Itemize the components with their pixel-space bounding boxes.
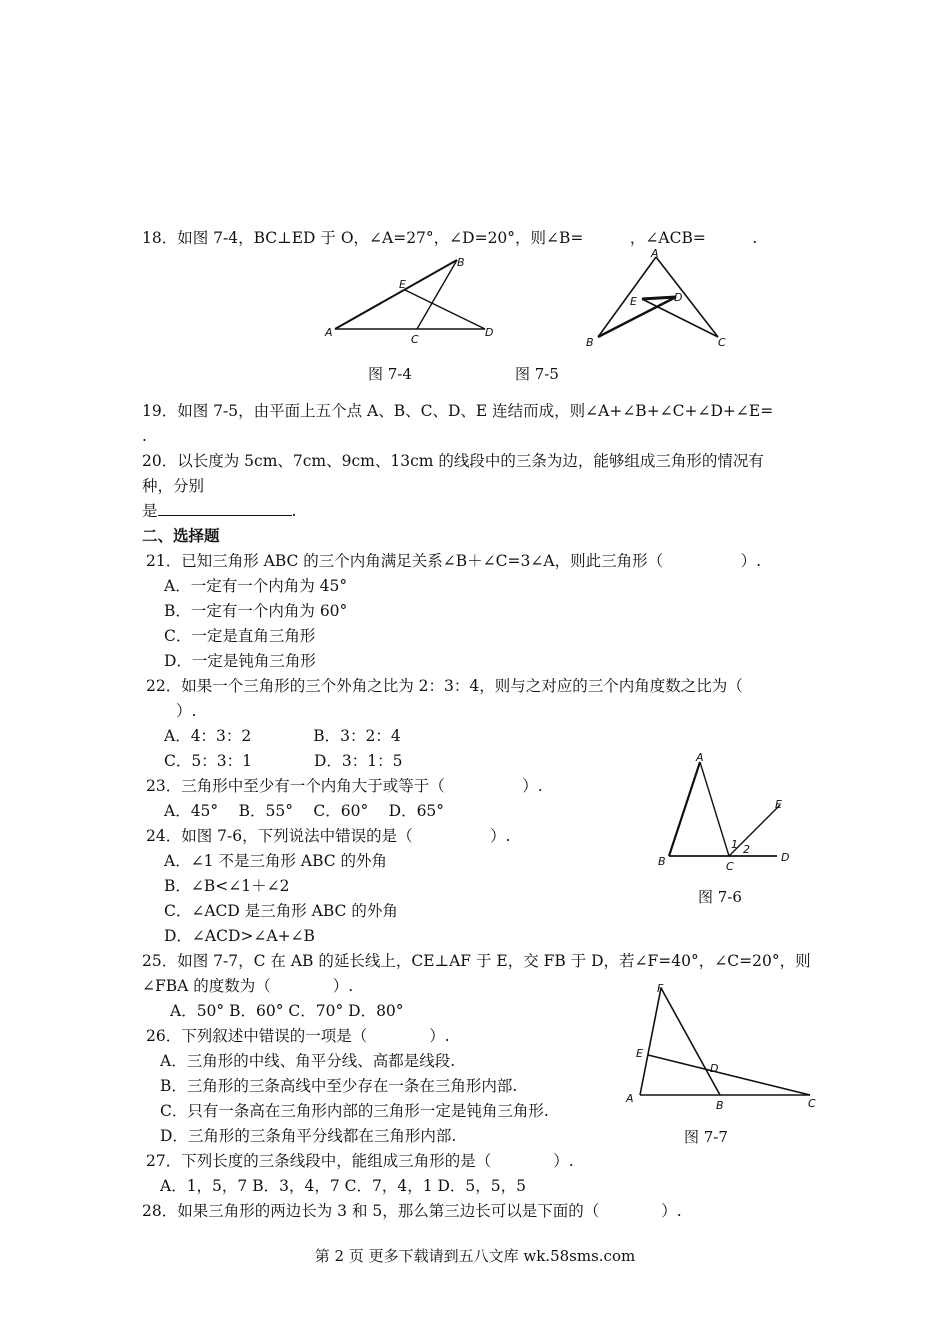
question-26-option-b: B．三角形的三条高线中至少存在一条在三角形内部.: [160, 1077, 518, 1095]
figure-7-5: [580, 245, 740, 355]
question-20-line3: [142, 501, 296, 521]
question-27-options: A．1，5，7 B．3，4，7 C．7，4，1 D．5，5，5: [160, 1177, 526, 1195]
question-22-options-cd: C．5：3：1 D．3：1：5: [164, 752, 403, 770]
question-20-suffix: .: [291, 502, 297, 520]
fig77-label-d: D: [710, 1062, 719, 1075]
question-19: 19．如图 7-5，由平面上五个点 A、B、C、D、E 连结而成，则∠A+∠B+∠C+∠D+∠E=: [142, 402, 774, 420]
fig75-label-a: A: [651, 247, 659, 260]
fig77-label-f: F: [657, 982, 664, 995]
figure-7-6: [655, 748, 805, 878]
figure-7-4-caption: 图 7-4: [368, 365, 412, 383]
fig74-label-e: E: [399, 278, 406, 291]
fig75-label-e: E: [630, 295, 637, 308]
fig77-label-e: E: [636, 1047, 643, 1060]
question-26: 26．下列叙述中错误的一项是（ ）.: [146, 1027, 450, 1045]
page-footer: 第 2 页 更多下载请到五八文库 wk.58sms.com: [314, 1247, 636, 1265]
fig74-label-d: D: [485, 326, 494, 339]
question-24-option-a: A．∠1 不是三角形 ABC 的外角: [164, 852, 388, 870]
question-18: 18．如图 7-4，BC⊥ED 于 O，∠A=27°，∠D=20°，则∠B= ，∠ACB= .: [142, 229, 758, 247]
fig76-label-b: B: [658, 855, 666, 868]
fig77-label-b: B: [716, 1099, 724, 1112]
question-21-option-a: A．一定有一个内角为 45°: [164, 577, 348, 595]
question-20-line2: 种，分别: [142, 477, 205, 495]
question-21-option-c: C．一定是直角三角形: [164, 627, 316, 645]
question-22-options-ab: A．4：3：2 B．3：2：4: [164, 727, 401, 745]
question-24-option-d: D．∠ACD>∠A+∠B: [164, 927, 315, 945]
fig74-label-b: B: [457, 256, 465, 269]
fig76-label-d: D: [781, 851, 790, 864]
question-25-options: A．50° B．60° C．70° D．80°: [170, 1002, 404, 1020]
figure-7-7-caption: 图 7-7: [684, 1128, 728, 1146]
question-20: 20．以长度为 5cm、7cm、9cm、13cm 的线段中的三条为边，能够组成三角形的情况有: [142, 452, 764, 470]
fig77-label-c: C: [808, 1097, 816, 1110]
question-24: 24．如图 7-6，下列说法中错误的是（ ）.: [146, 827, 511, 845]
question-24-option-c: C．∠ACD 是三角形 ABC 的外角: [164, 902, 398, 920]
question-25: 25．如图 7-7，C 在 AB 的延长线上，CE⊥AF 于 E，交 FB 于 D，若∠F=40°，∠C=20°，则: [142, 952, 811, 970]
question-20-prefix: 是: [142, 502, 158, 520]
question-19-end: .: [142, 427, 147, 445]
fig77-label-a: A: [626, 1092, 634, 1105]
question-24-option-b: B．∠B<∠1＋∠2: [164, 877, 290, 895]
section-title: 二、选择题: [142, 526, 220, 545]
fig74-label-c: C: [411, 333, 419, 346]
fig75-label-d: D: [674, 291, 683, 304]
fig76-label-a: A: [696, 751, 704, 764]
figure-7-7: [620, 978, 825, 1113]
question-22-end: ）.: [176, 702, 197, 720]
fig76-label-1: 1: [731, 838, 738, 851]
answer-blank: [158, 501, 292, 516]
question-25-line2: ∠FBA 的度数为（ ）.: [142, 977, 354, 995]
question-23: 23．三角形中至少有一个内角大于或等于（ ）.: [146, 777, 543, 795]
fig75-label-b: B: [586, 336, 594, 349]
fig75-label-c: C: [718, 336, 726, 349]
fig74-label-a: A: [325, 326, 333, 339]
question-22: 22．如果一个三角形的三个外角之比为 2：3：4，则与之对应的三个内角度数之比为（: [146, 677, 743, 695]
figure-7-6-caption: 图 7-6: [698, 888, 742, 906]
question-28: 28．如果三角形的两边长为 3 和 5，那么第三边长可以是下面的（ ）.: [142, 1202, 682, 1220]
fig76-label-2: 2: [743, 843, 750, 856]
question-27: 27．下列长度的三条线段中，能组成三角形的是（ ）.: [146, 1152, 574, 1170]
question-21: 21．已知三角形 ABC 的三个内角满足关系∠B＋∠C=3∠A，则此三角形（ ）.: [146, 552, 761, 570]
question-21-option-d: D．一定是钝角三角形: [164, 652, 316, 670]
figure-7-5-caption: 图 7-5: [515, 365, 559, 383]
figure-7-4: [325, 250, 505, 350]
question-21-option-b: B．一定有一个内角为 60°: [164, 602, 348, 620]
question-23-options: A．45° B．55° C．60° D．65°: [164, 802, 445, 820]
fig76-label-c: C: [726, 860, 734, 873]
question-26-option-c: C．只有一条高在三角形内部的三角形一定是钝角三角形.: [160, 1102, 549, 1120]
question-26-option-a: A．三角形的中线、角平分线、高都是线段.: [160, 1052, 456, 1070]
fig76-label-e: E: [775, 798, 782, 811]
question-26-option-d: D．三角形的三条角平分线都在三角形内部.: [160, 1127, 457, 1145]
